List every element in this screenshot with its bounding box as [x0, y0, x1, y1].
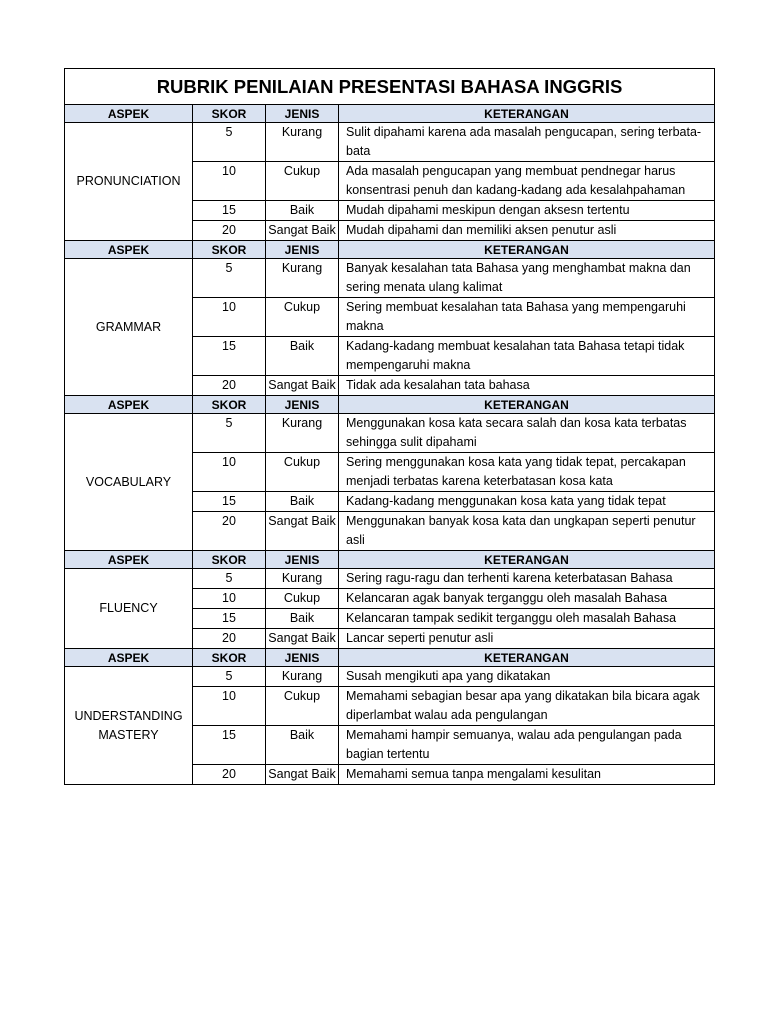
section-header-row: [65, 396, 715, 414]
description-cell: Tidak ada kesalahan tata bahasa: [339, 376, 715, 396]
section-header-row: [65, 105, 715, 123]
category-cell: Sangat Baik: [266, 765, 339, 785]
category-cell: Kurang: [266, 259, 339, 298]
description-cell: Sering menggunakan kosa kata yang tidak tepat, percakapan menjadi terbatas karena keterbatasan kosa kata: [339, 453, 715, 492]
column-header-aspek: ASPEK: [65, 649, 193, 667]
description-cell: Memahami semua tanpa mengalami kesulitan: [339, 765, 715, 785]
description-cell: Memahami sebagian besar apa yang dikatakan bila bicara agak diperlambat walau ada pengulangan: [339, 687, 715, 726]
score-cell: 20: [193, 512, 266, 551]
column-header-jenis: JENIS: [266, 105, 339, 123]
aspect-label: GRAMMAR: [65, 259, 193, 396]
column-header-aspek: ASPEK: [65, 241, 193, 259]
description-cell: Banyak kesalahan tata Bahasa yang menghambat makna dan sering menata ulang kalimat: [339, 259, 715, 298]
description-cell: Sulit dipahami karena ada masalah pengucapan, sering terbata-bata: [339, 123, 715, 162]
score-cell: 10: [193, 589, 266, 609]
category-cell: Kurang: [266, 414, 339, 453]
description-cell: Sering ragu-ragu dan terhenti karena keterbatasan Bahasa: [339, 569, 715, 589]
category-cell: Cukup: [266, 298, 339, 337]
category-cell: Baik: [266, 337, 339, 376]
description-cell: Menggunakan banyak kosa kata dan ungkapan seperti penutur asli: [339, 512, 715, 551]
score-cell: 10: [193, 453, 266, 492]
aspect-label: FLUENCY: [65, 569, 193, 649]
description-cell: Mudah dipahami dan memiliki aksen penutur asli: [339, 221, 715, 241]
section-header-row: [65, 649, 715, 667]
score-cell: 5: [193, 414, 266, 453]
category-cell: Cukup: [266, 162, 339, 201]
category-cell: Cukup: [266, 589, 339, 609]
score-cell: 20: [193, 376, 266, 396]
description-cell: Kelancaran agak banyak terganggu oleh masalah Bahasa: [339, 589, 715, 609]
section-header-row: [65, 241, 715, 259]
score-cell: 15: [193, 492, 266, 512]
column-header-jenis: JENIS: [266, 396, 339, 414]
category-cell: Baik: [266, 201, 339, 221]
column-header-jenis: JENIS: [266, 241, 339, 259]
aspect-label: UNDERSTANDING MASTERY: [65, 667, 193, 785]
score-cell: 15: [193, 609, 266, 629]
column-header-keterangan: KETERANGAN: [339, 241, 715, 259]
description-cell: Mudah dipahami meskipun dengan aksesn tertentu: [339, 201, 715, 221]
score-cell: 20: [193, 221, 266, 241]
description-cell: Kadang-kadang menggunakan kosa kata yang tidak tepat: [339, 492, 715, 512]
document-title: RUBRIK PENILAIAN PRESENTASI BAHASA INGGRIS: [65, 69, 715, 105]
column-header-aspek: ASPEK: [65, 551, 193, 569]
score-cell: 15: [193, 201, 266, 221]
table-row: [65, 569, 715, 589]
column-header-jenis: JENIS: [266, 649, 339, 667]
score-cell: 15: [193, 337, 266, 376]
description-cell: Kadang-kadang membuat kesalahan tata Bahasa tetapi tidak mempengaruhi makna: [339, 337, 715, 376]
category-cell: Baik: [266, 726, 339, 765]
rubric-table: [64, 68, 715, 785]
column-header-keterangan: KETERANGAN: [339, 649, 715, 667]
category-cell: Kurang: [266, 667, 339, 687]
category-cell: Cukup: [266, 453, 339, 492]
column-header-skor: SKOR: [193, 105, 266, 123]
category-cell: Kurang: [266, 569, 339, 589]
score-cell: 5: [193, 569, 266, 589]
score-cell: 20: [193, 629, 266, 649]
description-cell: Memahami hampir semuanya, walau ada pengulangan pada bagian tertentu: [339, 726, 715, 765]
table-row: [65, 414, 715, 453]
category-cell: Sangat Baik: [266, 376, 339, 396]
score-cell: 5: [193, 259, 266, 298]
category-cell: Sangat Baik: [266, 221, 339, 241]
column-header-skor: SKOR: [193, 551, 266, 569]
column-header-keterangan: KETERANGAN: [339, 396, 715, 414]
category-cell: Sangat Baik: [266, 629, 339, 649]
column-header-jenis: JENIS: [266, 551, 339, 569]
description-cell: Menggunakan kosa kata secara salah dan kosa kata terbatas sehingga sulit dipahami: [339, 414, 715, 453]
column-header-skor: SKOR: [193, 241, 266, 259]
column-header-aspek: ASPEK: [65, 396, 193, 414]
column-header-keterangan: KETERANGAN: [339, 105, 715, 123]
category-cell: Baik: [266, 492, 339, 512]
column-header-keterangan: KETERANGAN: [339, 551, 715, 569]
column-header-aspek: ASPEK: [65, 105, 193, 123]
score-cell: 10: [193, 298, 266, 337]
title-row: [65, 69, 715, 105]
aspect-label: VOCABULARY: [65, 414, 193, 551]
table-row: [65, 667, 715, 687]
column-header-skor: SKOR: [193, 396, 266, 414]
category-cell: Cukup: [266, 687, 339, 726]
score-cell: 20: [193, 765, 266, 785]
description-cell: Susah mengikuti apa yang dikatakan: [339, 667, 715, 687]
description-cell: Ada masalah pengucapan yang membuat pendnegar harus konsentrasi penuh dan kadang-kadang ada kesalahpahaman: [339, 162, 715, 201]
description-cell: Lancar seperti penutur asli: [339, 629, 715, 649]
category-cell: Sangat Baik: [266, 512, 339, 551]
score-cell: 5: [193, 667, 266, 687]
table-row: [65, 123, 715, 162]
category-cell: Kurang: [266, 123, 339, 162]
table-row: [65, 259, 715, 298]
description-cell: Kelancaran tampak sedikit terganggu oleh masalah Bahasa: [339, 609, 715, 629]
aspect-label: PRONUNCIATION: [65, 123, 193, 241]
score-cell: 10: [193, 687, 266, 726]
section-header-row: [65, 551, 715, 569]
column-header-skor: SKOR: [193, 649, 266, 667]
description-cell: Sering membuat kesalahan tata Bahasa yang mempengaruhi makna: [339, 298, 715, 337]
score-cell: 5: [193, 123, 266, 162]
category-cell: Baik: [266, 609, 339, 629]
score-cell: 15: [193, 726, 266, 765]
score-cell: 10: [193, 162, 266, 201]
